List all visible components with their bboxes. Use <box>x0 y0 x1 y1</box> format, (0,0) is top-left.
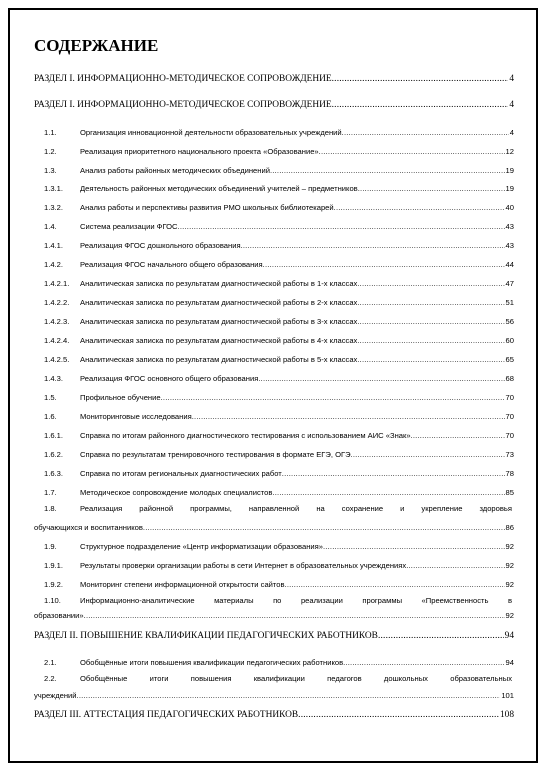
entry-title: Справка по итогам районного диагностического тестирования с использованием АИС «Знак» <box>80 431 411 440</box>
entry-title: Анализ работы районных методических объединений <box>80 166 270 175</box>
entry-title-line2: обучающихся и воспитанников <box>34 523 143 532</box>
page-number: 92 <box>505 611 514 620</box>
page-number: 44 <box>505 260 514 269</box>
toc-entry[interactable] <box>34 594 514 622</box>
entry-number: 1.9.2. <box>44 580 63 589</box>
entry-number: 1.4.2.1. <box>44 279 70 288</box>
page-number: 47 <box>505 279 514 288</box>
entry-title: Анализ работы и перспективы развития РМО школьных библиотекарей <box>80 203 334 212</box>
section-label: РАЗДЕЛ I. ИНФОРМАЦИОННО-МЕТОДИЧЕСКОЕ СОПРОВОЖДЕНИЕ <box>34 100 332 110</box>
entry-title: Реализация ФГОС начального общего образования <box>80 260 263 269</box>
toc-entry[interactable] <box>34 239 514 252</box>
dot-leader <box>343 656 504 669</box>
dot-leader <box>192 410 505 423</box>
page-number: 12 <box>505 147 514 156</box>
entry-number: 1.4.2.5. <box>44 355 70 364</box>
entry-title: Справка по результатам тренировочного тестирования в формате ЕГЭ, ОГЭ <box>80 450 351 459</box>
page-number: 86 <box>505 523 514 532</box>
dot-leader <box>270 164 505 177</box>
entry-title: Реализация ФГОС основного общего образования <box>80 374 259 383</box>
dot-leader <box>357 315 504 328</box>
toc-entry[interactable] <box>34 277 514 290</box>
dot-leader <box>258 372 504 385</box>
entry-number: 1.4.2.3. <box>44 317 70 326</box>
entry-title: Обобщённые итоги повышения квалификации педагогических работников <box>80 658 344 667</box>
page-number: 94 <box>505 658 514 667</box>
dot-leader <box>285 578 505 591</box>
dot-leader <box>84 609 505 622</box>
page-number: 56 <box>505 317 514 326</box>
page-number: 19 <box>505 184 514 193</box>
section-heading[interactable] <box>34 99 514 112</box>
toc-entry[interactable] <box>34 201 514 214</box>
dot-leader <box>358 182 505 195</box>
entry-number: 1.6.2. <box>44 450 63 459</box>
entry-number: 1.3. <box>44 166 57 175</box>
entry-number: 2.2. <box>44 674 57 683</box>
entry-number: 1.4.2.2. <box>44 298 70 307</box>
page-number: 92 <box>505 580 514 589</box>
entry-number: 1.10. <box>44 596 61 605</box>
dot-leader <box>332 99 509 112</box>
toc-entry[interactable] <box>34 672 514 702</box>
entry-title: Профильное обучение <box>80 393 161 402</box>
entry-title-line1: Обобщённые итоги повышения квалификации педагогов дошкольных образовательных <box>80 674 512 683</box>
entry-number: 1.1. <box>44 128 57 137</box>
page-number: 65 <box>505 355 514 364</box>
entry-number: 1.6. <box>44 412 57 421</box>
page-number: 85 <box>505 488 514 497</box>
page-number: 70 <box>505 431 514 440</box>
dot-leader <box>357 296 504 309</box>
document-page <box>8 8 538 763</box>
page-number: 73 <box>505 450 514 459</box>
page-number: 108 <box>499 710 514 720</box>
entry-title: Аналитическая записка по результатам диагностической работы в 3-х классах <box>80 317 358 326</box>
section-heading[interactable] <box>34 709 514 722</box>
entry-number: 1.2. <box>44 147 57 156</box>
dot-leader <box>319 145 505 158</box>
page-number: 4 <box>509 128 514 137</box>
entry-number: 1.4.1. <box>44 241 63 250</box>
entry-title-line2: учреждений <box>34 691 77 700</box>
entry-title: Мониторинговые исследования <box>80 412 192 421</box>
page-number: 4 <box>509 74 514 84</box>
entry-title: Организация инновационной деятельности образовательных учреждений <box>80 128 342 137</box>
entry-title-line2: образовании» <box>34 611 84 620</box>
section-label: РАЗДЕЛ II. ПОВЫШЕНИЕ КВАЛИФИКАЦИИ ПЕДАГОГИЧЕСКИХ РАБОТНИКОВ <box>34 631 378 641</box>
page-number: 94 <box>504 631 514 641</box>
dot-leader <box>323 540 505 553</box>
toc-entry[interactable] <box>34 164 514 177</box>
dot-leader <box>357 353 504 366</box>
dot-leader <box>342 126 509 139</box>
page-number: 60 <box>505 336 514 345</box>
entry-title: Методическое сопровождение молодых специалистов <box>80 488 273 497</box>
entry-title: Мониторинг степени информационной открытости сайтов <box>80 580 285 589</box>
toc-entry[interactable] <box>34 391 514 404</box>
entry-number: 1.8. <box>44 504 57 513</box>
toc-entry[interactable] <box>34 540 514 553</box>
dot-leader <box>263 258 505 271</box>
page-number: 51 <box>505 298 514 307</box>
entry-title-line1: Информационно-аналитические материалы по реализации программы «Преемственность в <box>80 596 512 605</box>
entry-title: Система реализации ФГОС <box>80 222 178 231</box>
toc-entry[interactable] <box>34 502 514 534</box>
page-number: 92 <box>505 542 514 551</box>
dot-leader <box>411 429 505 442</box>
toc-entry[interactable] <box>34 296 514 309</box>
section-heading[interactable] <box>34 630 514 643</box>
page-number: 43 <box>505 222 514 231</box>
entry-number: 1.4.2.4. <box>44 336 70 345</box>
toc-entry[interactable] <box>34 429 514 442</box>
dot-leader <box>241 239 505 252</box>
entry-number: 2.1. <box>44 658 57 667</box>
entry-number: 1.6.1. <box>44 431 63 440</box>
entry-title: Реализация приоритетного национального проекта «Образование» <box>80 147 319 156</box>
dot-leader <box>351 448 505 461</box>
entry-title: Деятельность районных методических объединений учителей – предметников <box>80 184 358 193</box>
dot-leader <box>143 521 505 534</box>
toc-entry[interactable] <box>34 448 514 461</box>
dot-leader <box>178 220 505 233</box>
entry-title: Аналитическая записка по результатам диагностической работы в 4-х классах <box>80 336 358 345</box>
entry-number: 1.6.3. <box>44 469 63 478</box>
dot-leader <box>357 277 504 290</box>
entry-number: 1.9.1. <box>44 561 63 570</box>
dot-leader <box>298 709 499 722</box>
toc-entry[interactable] <box>34 126 514 139</box>
page-number: 68 <box>505 374 514 383</box>
entry-number: 1.7. <box>44 488 57 497</box>
toc-entry[interactable] <box>34 559 514 572</box>
dot-leader <box>406 559 504 572</box>
toc-entry[interactable] <box>34 220 514 233</box>
page-number: 4 <box>509 100 514 110</box>
entry-title: Реализация ФГОС дошкольного образования <box>80 241 241 250</box>
toc-entry[interactable] <box>34 656 514 669</box>
toc-entry[interactable] <box>34 486 514 499</box>
entry-number: 1.3.2. <box>44 203 63 212</box>
section-heading[interactable] <box>34 73 514 86</box>
toc-entry[interactable] <box>34 182 514 195</box>
entry-number: 1.4.2. <box>44 260 63 269</box>
toc-entry[interactable] <box>34 258 514 271</box>
page-number: 19 <box>505 166 514 175</box>
page-number: 92 <box>505 561 514 570</box>
page-number: 43 <box>505 241 514 250</box>
dot-leader <box>334 201 505 214</box>
toc-entry[interactable] <box>34 372 514 385</box>
section-label: РАЗДЕЛ III. АТТЕСТАЦИЯ ПЕДАГОГИЧЕСКИХ РАБОТНИКОВ <box>34 710 299 720</box>
toc-entry[interactable] <box>34 353 514 366</box>
entry-number: 1.4. <box>44 222 57 231</box>
toc-entry[interactable] <box>34 410 514 423</box>
entry-title: Аналитическая записка по результатам диагностической работы в 1-х классах <box>80 279 358 288</box>
page-number: 70 <box>505 393 514 402</box>
entry-number: 1.9. <box>44 542 57 551</box>
page-number: 78 <box>505 469 514 478</box>
toc-entry[interactable] <box>34 578 514 591</box>
dot-leader <box>161 391 505 404</box>
dot-leader <box>77 689 501 702</box>
dot-leader <box>357 334 504 347</box>
page-number: 40 <box>505 203 514 212</box>
section-label: РАЗДЕЛ I. ИНФОРМАЦИОННО-МЕТОДИЧЕСКОЕ СОПРОВОЖДЕНИЕ <box>34 74 332 84</box>
entry-title: Структурное подразделение «Центр информатизации образования» <box>80 542 323 551</box>
entry-title: Аналитическая записка по результатам диагностической работы в 5-х классах <box>80 355 358 364</box>
entry-number: 1.3.1. <box>44 184 63 193</box>
entry-title: Результаты проверки организации работы в сети Интернет в образовательных учреждениях <box>80 561 407 570</box>
entry-title: Аналитическая записка по результатам диагностической работы в 2-х классах <box>80 298 358 307</box>
toc-entry[interactable] <box>34 145 514 158</box>
dot-leader <box>272 486 504 499</box>
dot-leader <box>282 467 505 480</box>
page-title: СОДЕРЖАНИЕ <box>34 36 159 55</box>
toc-entry[interactable] <box>34 315 514 328</box>
dot-leader <box>378 630 504 643</box>
entry-title-line1: Реализация районной программы, направленной на сохранение и укрепление здоровья <box>80 504 512 513</box>
page-number: 101 <box>501 691 514 700</box>
entry-number: 1.5. <box>44 393 57 402</box>
toc-entry[interactable] <box>34 467 514 480</box>
dot-leader <box>332 73 509 86</box>
toc-entry[interactable] <box>34 334 514 347</box>
page-number: 70 <box>505 412 514 421</box>
entry-number: 1.4.3. <box>44 374 63 383</box>
entry-title: Справка по итогам региональных диагностических работ <box>80 469 282 478</box>
